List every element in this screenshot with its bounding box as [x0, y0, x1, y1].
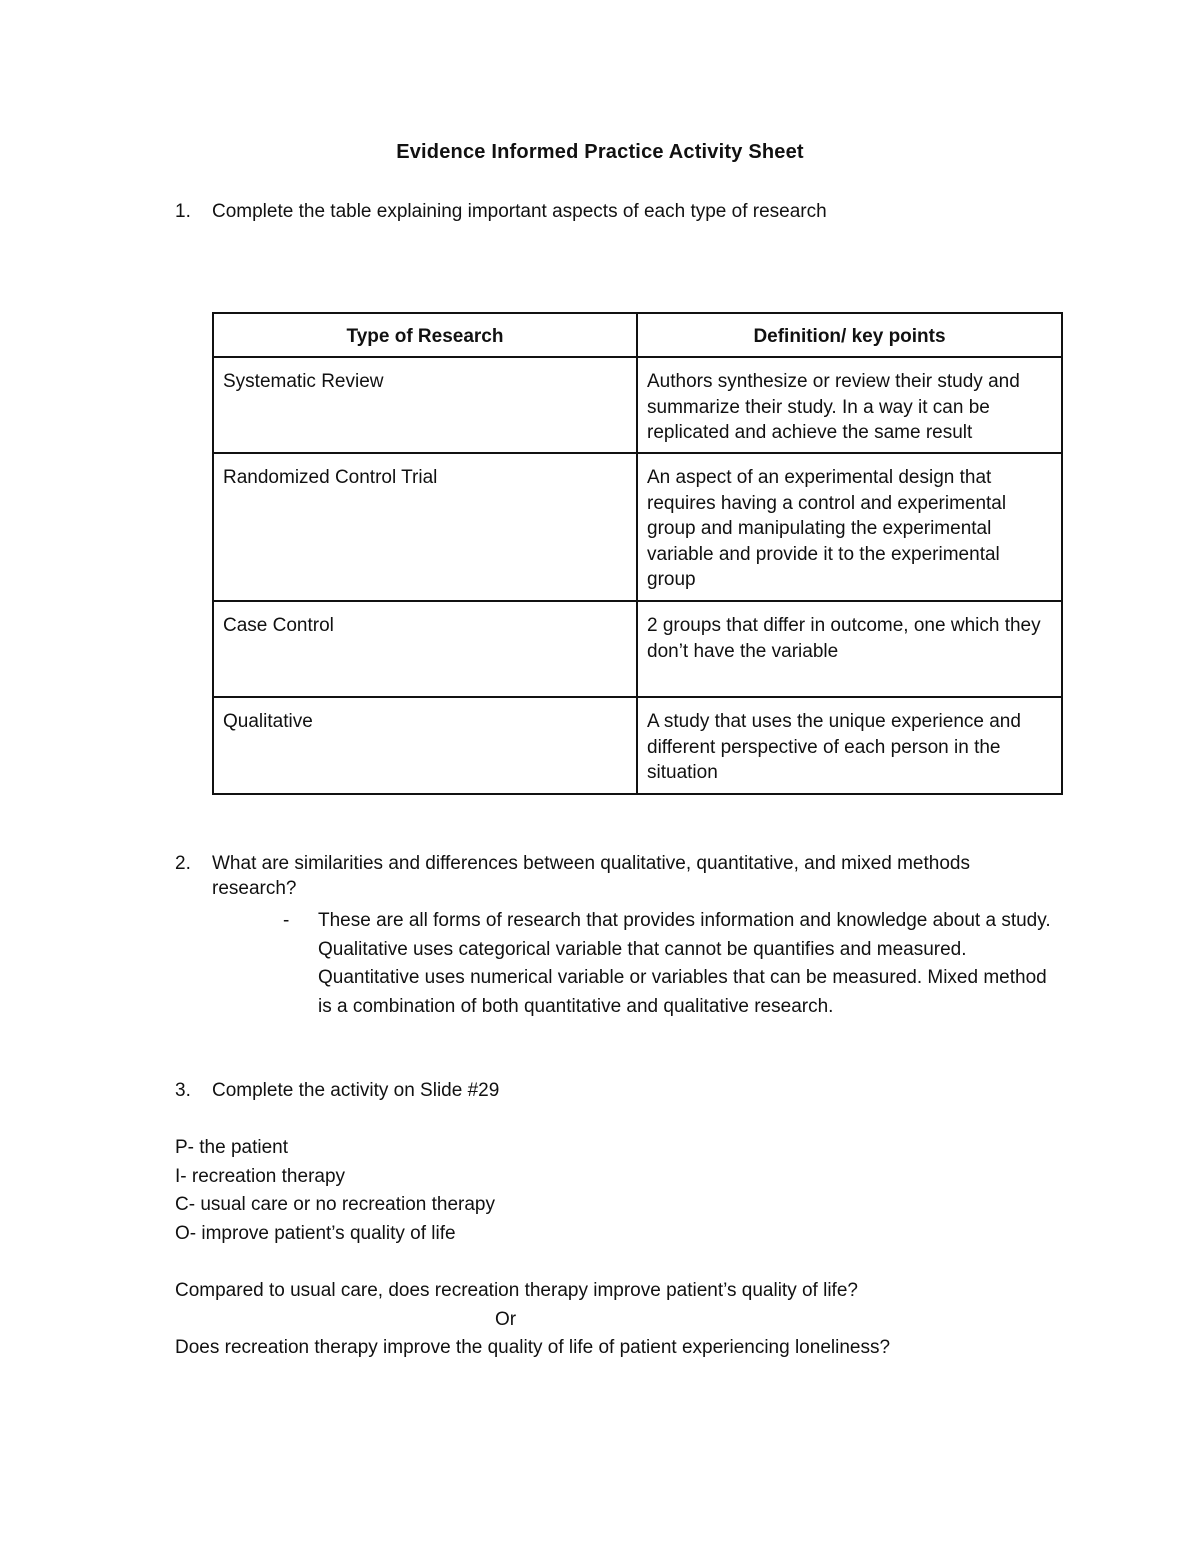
pico-patient: P- the patient: [175, 1137, 289, 1158]
pico-intervention: I- recreation therapy: [175, 1165, 346, 1187]
research-type-cell: Case Control: [213, 601, 637, 697]
question-1-text: Complete the table explaining important aspects of each type of research: [212, 201, 827, 222]
research-type-cell: Qualitative: [213, 697, 637, 794]
research-type-cell: Systematic Review: [213, 357, 637, 453]
or-separator: Or: [495, 1308, 517, 1330]
pico-list: [175, 1134, 1075, 1248]
question-3-text: Complete the activity on Slide #29: [212, 1080, 500, 1101]
research-type-cell: Randomized Control Trial: [213, 453, 637, 601]
research-types-table: [212, 312, 1063, 795]
question-3-number: 3.: [175, 1080, 191, 1101]
page-title: Evidence Informed Practice Activity Sheet: [396, 141, 804, 163]
clinical-question-2: Does recreation therapy improve the quality of life of patient experiencing loneliness?: [175, 1337, 891, 1358]
question-2-text: What are similarities and differences between qualitative, quantitative, and mixed methods research?: [212, 853, 970, 899]
question-1-number: 1.: [175, 201, 191, 222]
pico-outcome: O- improve patient’s quality of life: [175, 1222, 456, 1244]
clinical-question-1: Compared to usual care, does recreation therapy improve patient’s quality of life?: [175, 1280, 858, 1301]
table-row: [213, 357, 1062, 453]
definition-cell: 2 groups that differ in outcome, one which they don’t have the variable: [637, 601, 1062, 697]
answer-bullet: -: [283, 910, 290, 931]
definition-cell: A study that uses the unique experience and different perspective of each person in the situation: [637, 697, 1062, 794]
answer-text: These are all forms of research that provides information and knowledge about a study. Qualitative uses categorical variable that cannot be quantifies and measured. Quantitative uses numerical variable or variables that can be measured. Mixed method is a combination of both quantitative and qualitative research.: [318, 910, 1051, 1017]
clinical-questions: [175, 1277, 1125, 1363]
table-row: [213, 453, 1062, 601]
table-header-row: [213, 313, 1062, 357]
table-row: [213, 697, 1062, 794]
definition-cell: Authors synthesize or review their study and summarize their study. In a way it can be replicated and achieve the same result: [637, 357, 1062, 453]
header-type-of-research: Type of Research: [213, 313, 637, 357]
header-definition: Definition/ key points: [637, 313, 1062, 357]
question-2-number: 2.: [175, 853, 191, 874]
pico-comparison: C- usual care or no recreation therapy: [175, 1194, 495, 1215]
table-row: [213, 601, 1062, 697]
definition-cell: An aspect of an experimental design that requires having a control and experimental group and manipulating the experimental variable and provide it to the experimental group: [637, 453, 1062, 601]
